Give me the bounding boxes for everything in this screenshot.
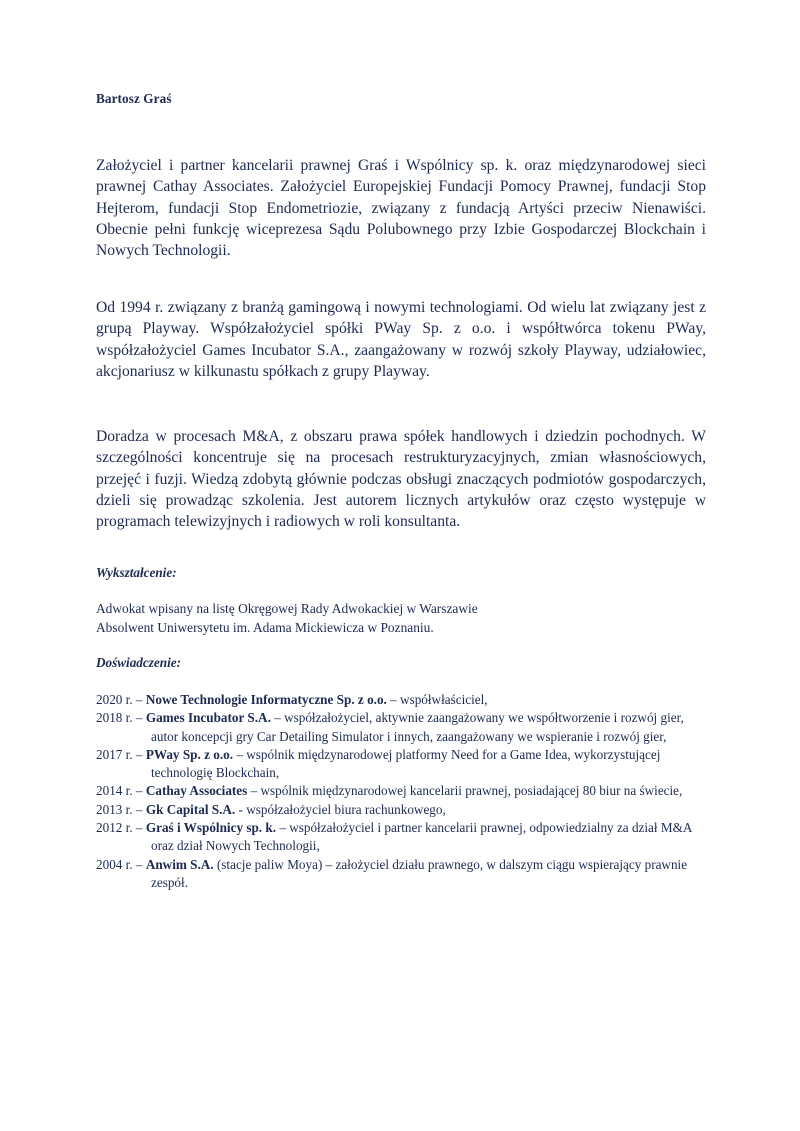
experience-year: 2020 r. – bbox=[96, 692, 146, 707]
experience-year: 2017 r. – bbox=[96, 746, 146, 762]
education-item: Absolwent Uniwersytetu im. Adama Mickiewicza w Poznaniu. bbox=[96, 619, 434, 635]
experience-description: – wspólnik międzynarodowej platformy Need for a Game Idea, wykorzystującej technologię Blockchain, bbox=[151, 746, 661, 781]
bio-paragraph: Założyciel i partner kancelarii prawnej Graś i Wspólnicy sp. k. oraz międzynarodowej sieci prawnej Cathay Associates. Założyciel Europejskiej Fundacji Pomocy Prawnej, fundacji Stop Hejterom, fundacji Stop Endometriozie, związany z fundacją Artyści przeciw Nienawiści. Obecnie pełni funkcję wiceprezesa Sądu Polubownego przy Izbie Gospodarczej Blockchain i Nowych Technologii. bbox=[96, 157, 706, 260]
experience-description: – współzałożyciel, aktywnie zaangażowany we współtworzenie i rozwój gier, autor koncepcji gry Car Detailing Simulator i innych, zaangażowany we wspieranie i rozwój gier, bbox=[151, 710, 684, 744]
education-item: Adwokat wpisany na listę Okręgowej Rady Adwokackiej w Warszawie bbox=[96, 601, 478, 616]
experience-company: Anwim S.A. bbox=[145, 856, 214, 872]
education-heading: Wykształcenie: bbox=[96, 565, 177, 580]
experience-year: 2014 r. – bbox=[96, 783, 146, 799]
experience-item bbox=[96, 746, 706, 783]
experience-description: – współzałożyciel i partner kancelarii prawnej, odpowiedzialny za dział M&A oraz dział Nowych Technologii, bbox=[151, 820, 692, 854]
education-list bbox=[96, 600, 478, 637]
experience-item bbox=[96, 709, 706, 746]
experience-company: Graś i Wspólnicy sp. k. bbox=[145, 820, 277, 836]
experience-description: - współzałożyciel biura rachunkowego, bbox=[235, 801, 446, 817]
experience-item bbox=[96, 856, 706, 893]
experience-company: Nowe Technologie Informatyczne Sp. z o.o. bbox=[145, 692, 387, 707]
experience-year: 2012 r. – bbox=[96, 820, 146, 836]
experience-description: (stacje paliw Moya) – założyciel działu prawnego, w dalszym ciągu wspierający prawnie zespół. bbox=[151, 856, 688, 890]
experience-list bbox=[96, 691, 706, 892]
experience-year: 2013 r. – bbox=[96, 801, 146, 817]
person-name: Bartosz Graś bbox=[96, 91, 172, 106]
experience-company: Gk Capital S.A. bbox=[145, 801, 236, 817]
experience-company: Cathay Associates bbox=[145, 783, 248, 799]
experience-item bbox=[96, 782, 706, 800]
experience-description: – wspólnik międzynarodowej kancelarii prawnej, posiadającej 80 biur na świecie, bbox=[247, 783, 683, 799]
experience-item bbox=[96, 691, 706, 709]
experience-item bbox=[96, 801, 706, 819]
experience-company: PWay Sp. z o.o. bbox=[145, 746, 234, 762]
bio-paragraph: Doradza w procesach M&A, z obszaru prawa spółek handlowych i dziedzin pochodnych. W szczególności koncentruje się na procesach restrukturyzacyjnych, zmian własnościowych, przejęć i fuzji. Wiedzą zdobytą głównie podczas obsługi znaczących podmiotów gospodarczych, dzieli się prowadząc szkolenia. Jest autorem licznych artykułów oraz często występuje w programach telewizyjnych i radiowych w roli konsultanta. bbox=[96, 428, 706, 531]
experience-company: Games Incubator S.A. bbox=[145, 710, 271, 726]
experience-year: 2004 r. – bbox=[96, 856, 146, 872]
experience-description: – współwłaściciel, bbox=[386, 692, 488, 707]
experience-heading: Doświadczenie: bbox=[96, 655, 181, 670]
experience-item bbox=[96, 819, 706, 856]
bio-paragraph: Od 1994 r. związany z branżą gamingową i nowymi technologiami. Od wielu lat związany jest z grupą Playway. Współzałożyciel spółki PWay Sp. z o.o. i współtwórca tokenu PWay, współzałożyciel Games Incubator S.A., zaangażowany w rozwój szkoły Playway, udziałowiec, akcjonariusz w kilkunastu spółkach z grupy Playway. bbox=[96, 299, 706, 380]
experience-year: 2018 r. – bbox=[96, 710, 146, 726]
